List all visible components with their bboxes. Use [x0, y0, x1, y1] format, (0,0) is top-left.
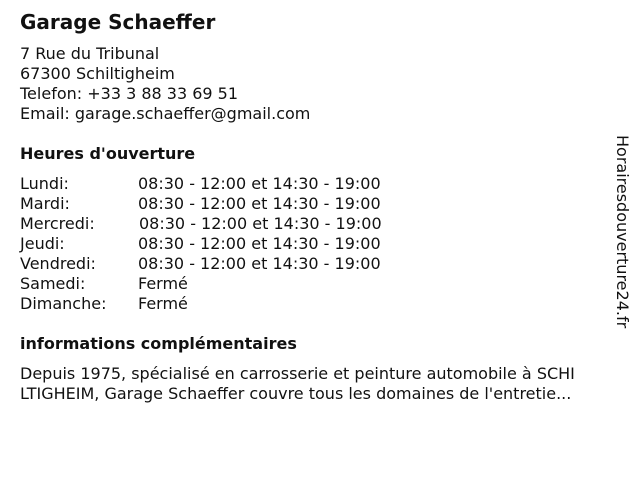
- email-address: Email: garage.schaeffer@gmail.com: [20, 104, 311, 123]
- hours-row-monday: [20, 174, 382, 194]
- day-label: Jeudi:: [20, 234, 65, 253]
- day-hours: 08:30 - 12:00 et 14:30 - 19:00: [138, 254, 381, 273]
- day-hours: Fermé: [138, 274, 188, 293]
- day-label: Mardi:: [20, 194, 70, 213]
- business-name: Garage Schaeffer: [20, 10, 216, 34]
- hours-row-saturday: [20, 274, 382, 294]
- address-city: 67300 Schiltigheim: [20, 64, 175, 83]
- day-hours: Fermé: [138, 294, 188, 313]
- day-hours: 08:30 - 12:00 et 14:30 - 19:00: [139, 214, 382, 233]
- day-label: Lundi:: [20, 174, 69, 193]
- address-street: 7 Rue du Tribunal: [20, 44, 160, 63]
- day-hours: 08:30 - 12:00 et 14:30 - 19:00: [138, 194, 381, 213]
- day-hours: 08:30 - 12:00 et 14:30 - 19:00: [138, 234, 381, 253]
- site-watermark: Horairesdouverture24.fr: [613, 135, 632, 329]
- hours-heading: Heures d'ouverture: [20, 144, 196, 163]
- hours-row-friday: [20, 254, 382, 274]
- day-label: Vendredi:: [20, 254, 96, 273]
- phone-number: Telefon: +33 3 88 33 69 51: [20, 84, 239, 103]
- info-heading: informations complémentaires: [20, 334, 297, 353]
- day-label: Mercredi:: [20, 214, 95, 233]
- hours-row-tuesday: [20, 194, 382, 214]
- info-line: LTIGHEIM, Garage Schaeffer couvre tous les domaines de l'entretie...: [20, 384, 572, 403]
- hours-row-sunday: [20, 294, 382, 314]
- day-label: Samedi:: [20, 274, 86, 293]
- day-label: Dimanche:: [20, 294, 107, 313]
- hours-list: [20, 174, 382, 314]
- hours-row-wednesday: [20, 214, 382, 234]
- day-hours: 08:30 - 12:00 et 14:30 - 19:00: [138, 174, 381, 193]
- info-line: Depuis 1975, spécialisé en carrosserie et peinture automobile à SCHI: [20, 364, 575, 383]
- business-contact: [20, 44, 310, 124]
- info-description: [20, 364, 630, 404]
- hours-row-thursday: [20, 234, 382, 254]
